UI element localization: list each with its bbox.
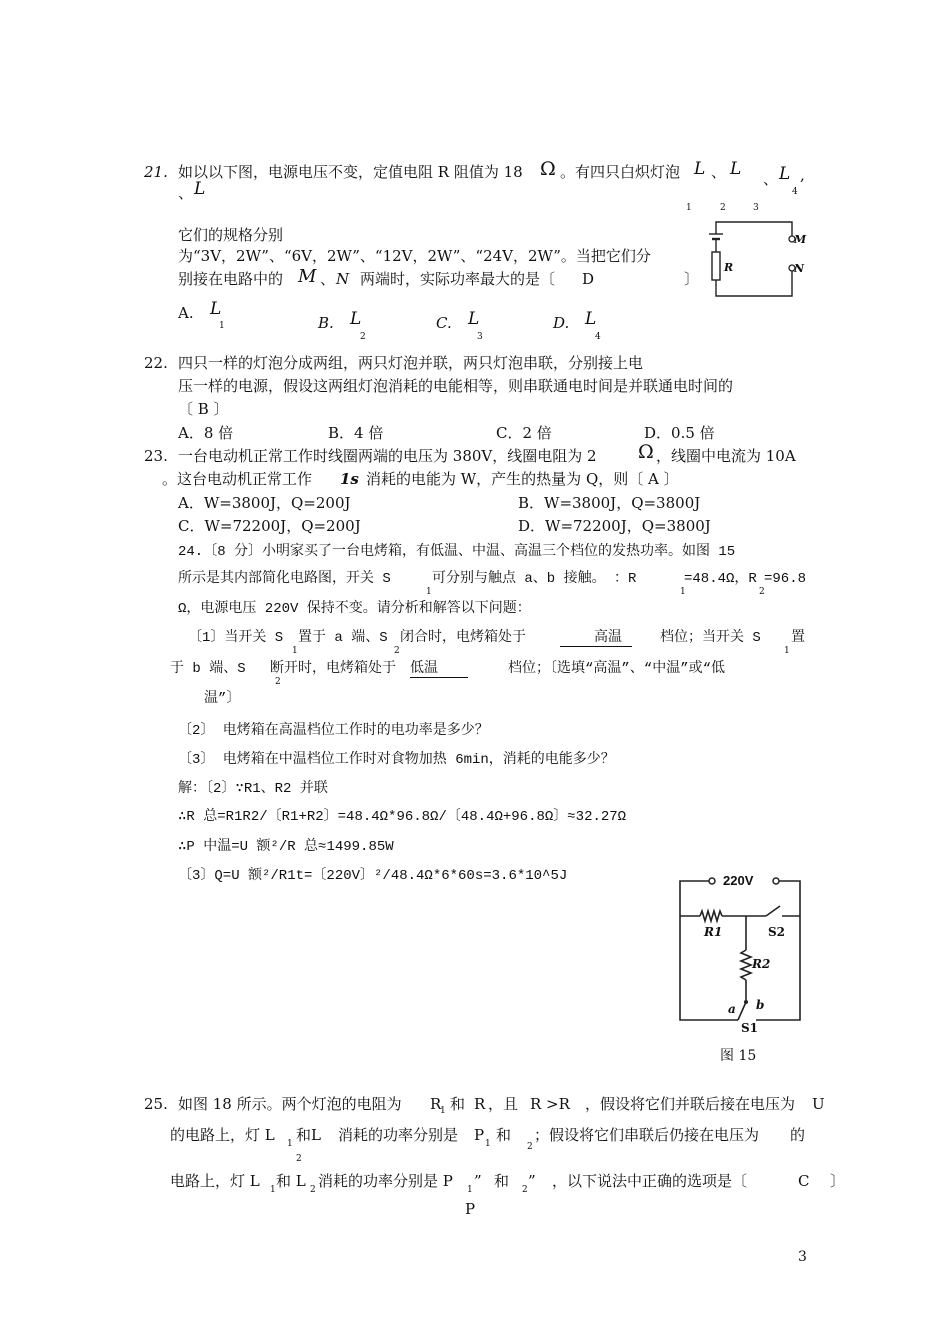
q25-line2e: 和 — [496, 1126, 512, 1144]
subscript-2: 2 — [296, 1154, 302, 1164]
subscript-1: 1 — [467, 1185, 473, 1195]
lamp-L4: L — [779, 164, 791, 184]
separator: 、 — [763, 170, 779, 188]
fig-label-N: N — [794, 262, 805, 275]
subscript-1: 1 — [686, 203, 692, 213]
q21-line4b: 两端时，实际功率最大的是〔 — [360, 270, 556, 288]
q25-line3f: ” — [528, 1172, 536, 1190]
q24-part1d: 档位；当开关 S — [660, 630, 761, 646]
q25-line3a: 电路上，灯 L — [170, 1172, 260, 1190]
subscript-1: 1 — [440, 1106, 446, 1116]
fig15-contact-a: a — [728, 1002, 736, 1016]
option-b-lamp: L — [350, 309, 362, 329]
q24-solution-3: ∴P 中温=U 额²/R 总≈1499.85W — [178, 839, 394, 855]
lamp-L1: L — [694, 159, 706, 179]
fig-label-M: M — [794, 233, 807, 246]
q22-option-d: D．0.5 倍 — [644, 424, 715, 442]
q22-line1: 四只一样的灯泡分成两组，两只灯泡并联，两只灯泡串联，分别接上电 — [178, 354, 644, 372]
q23-option-b: B．W=3800J，Q=3800J — [518, 494, 701, 512]
separator: 、 — [711, 163, 727, 181]
subscript-1: 1 — [680, 587, 686, 597]
q25-line1e: ，且 — [488, 1095, 519, 1113]
q24-part1i: 温”〕 — [204, 691, 241, 707]
q24-line1: 24.〔8 分〕小明家买了一台电烤箱，有低温、中温、高温三个档位的发热功率。如图 15 — [178, 544, 736, 560]
subscript-2: 2 — [394, 646, 400, 656]
q24-part1b: 置于 a 端、S — [298, 630, 388, 646]
fig-label-R: R — [724, 261, 734, 274]
bracket-close: 〕 — [684, 270, 700, 288]
q25-line1a: 如图 18 所示。两个灯泡的电阻为 — [178, 1095, 402, 1113]
q24-part1c: 闭合时，电烤箱处于 — [400, 630, 526, 646]
q25-line2f: ；假设将它们串联后仍接在电压为 — [534, 1126, 760, 1144]
q24-circuit-diagram — [676, 870, 806, 1040]
q23-number: 23. — [144, 447, 168, 465]
q24-part2: 〔2〕 电烤箱在高温档位工作时的电功率是多少？ — [178, 723, 489, 739]
subscript-2: 2 — [720, 203, 726, 213]
q21-line1b: 。有四只白炽灯泡 — [560, 163, 681, 181]
subscript-1: 1 — [287, 1139, 293, 1149]
subscript-2: 2 — [759, 587, 765, 597]
fig15-label-S1: S1 — [741, 1021, 759, 1035]
q25-line2g: 的 — [790, 1126, 806, 1144]
q24-answer-2: 低温 — [410, 662, 468, 678]
q21-line1: 如以以下图，电源电压不变，定值电阻 R 阻值为 18 — [178, 163, 523, 181]
fig15-voltage-label: 220V — [723, 873, 754, 888]
q22-number: 22. — [144, 354, 168, 372]
q25-line4: P — [465, 1200, 476, 1218]
subscript-1: 1 — [219, 321, 225, 331]
q24-part1f: 于 b 端、S — [170, 661, 246, 677]
q24-line2b: 可分别与触点 a、b 接触。 ：R — [432, 571, 637, 587]
subscript-2: 2 — [527, 1142, 533, 1152]
q25-number: 25. — [144, 1095, 168, 1113]
q21-number: 21. — [144, 163, 168, 181]
lamp-L2: L — [730, 159, 742, 179]
separator: 、 — [320, 270, 336, 288]
q24-answer-1: 高温 — [560, 631, 632, 647]
q25-line3d: ” — [474, 1172, 482, 1190]
subscript-1: 1 — [426, 587, 432, 597]
q21-circuit-diagram — [704, 218, 814, 300]
option-a-lamp: L — [210, 299, 222, 319]
subscript-1: 1 — [485, 1139, 491, 1149]
q25-line3g: ，以下说法中正确的选项是〔 — [552, 1172, 748, 1190]
q25-answer: C — [798, 1172, 810, 1190]
subscript-2: 2 — [360, 332, 366, 342]
q23-line1b: ，线圈中电流为 10A — [656, 447, 796, 465]
q24-solution-4: 〔3〕Q=U 额²/R1t=〔220V〕²/48.4Ω*6*60s=3.6*10^5J — [178, 868, 568, 884]
subscript-3: 3 — [753, 203, 759, 213]
q21-option-a: A. — [178, 304, 194, 322]
q24-part1a: 〔1〕当开关 S — [188, 630, 284, 646]
q24-part1g: 断开时，电烤箱处于 — [270, 661, 396, 677]
q25-line1f: R >R — [530, 1095, 570, 1113]
comma: , — [800, 166, 805, 184]
option-c-lamp: L — [468, 309, 480, 329]
q23-option-c: C．W=72200J，Q=200J — [178, 517, 361, 535]
q25-line1h: U — [812, 1095, 825, 1113]
q23-line2c: 消耗的电能为 W，产生的热量为 Q，则〔 A 〕 — [366, 470, 679, 488]
q21-option-d: D. — [553, 314, 570, 332]
fig15-label-R2: R2 — [752, 957, 771, 971]
q24-part3: 〔3〕 电烤箱在中温档位工作时对食物加热 6min，消耗的电能多少？ — [178, 752, 615, 768]
subscript-4: 4 — [792, 187, 798, 197]
q25-line2b: 和L — [296, 1126, 321, 1144]
q25-line2d: P — [474, 1126, 485, 1144]
q25-line1c: 和 — [450, 1095, 466, 1113]
q25-line3c: 消耗的功率分别是 P — [318, 1172, 453, 1190]
q23-option-a: A．W=3800J，Q=200J — [178, 494, 351, 512]
q23-line1: 一台电动机正常工作时线圈两端的电压为 380V，线圈电阻为 2 — [178, 447, 597, 465]
subscript-2: 2 — [310, 1185, 316, 1195]
q22-option-a: A．8 倍 — [178, 424, 234, 442]
q25-line2a: 的电路上，灯 L — [170, 1126, 275, 1144]
q22-line2: 压一样的电源，假设这两组灯泡消耗的电能相等，则串联通电时间是并联通电时间的 — [178, 377, 734, 395]
q24-solution-1: 解：〔2〕∵R1、R2 并联 — [178, 781, 328, 797]
q25-line1b: R — [430, 1095, 442, 1113]
q25-line3b: 和 L — [276, 1172, 306, 1190]
q23-time: 1s — [340, 470, 359, 488]
subscript-3: 3 — [477, 332, 483, 342]
q21-line3: 为“3V，2W”、“6V，2W”、“12V，2W”、“24V，2W”。当把它们分 — [178, 247, 651, 265]
q21-line4a: 别接在电路中的 — [178, 270, 284, 288]
bracket-close: 〕 — [830, 1172, 846, 1190]
omega-symbol: Ω — [540, 158, 556, 180]
subscript-2: 2 — [275, 677, 281, 687]
terminal-N: N — [336, 270, 350, 288]
q21-line2: 它们的规格分别 — [178, 226, 284, 244]
q23-line2a: 。这台电动机正常工作 — [162, 470, 313, 488]
q23-option-d: D．W=72200J，Q=3800J — [518, 517, 711, 535]
q24-line2a: 所示是其内部简化电路图，开关 S — [178, 571, 391, 587]
subscript-2: 2 — [522, 1185, 528, 1195]
q21-answer: D — [582, 270, 595, 288]
q22-line3: 〔 B 〕 — [178, 400, 229, 418]
fig15-caption: 图 15 — [720, 1048, 757, 1064]
q24-line3: Ω，电源电压 220V 保持不变。请分析和解答以下问题： — [178, 601, 531, 617]
q21-option-b: B. — [318, 314, 334, 332]
q25-line1g: ，假设将它们并联后接在电压为 — [585, 1095, 796, 1113]
q22-option-b: B．4 倍 — [328, 424, 384, 442]
subscript-1: 1 — [784, 646, 790, 656]
option-d-lamp: L — [585, 309, 597, 329]
fig15-label-S2: S2 — [768, 925, 786, 939]
separator: 、 — [178, 184, 194, 202]
q24-line2c: =48.4Ω，R — [684, 571, 757, 587]
q22-option-c: C．2 倍 — [496, 424, 552, 442]
page-number: 3 — [798, 1249, 807, 1265]
q24-part1e: 置 — [791, 630, 805, 646]
q25-line1d: R — [474, 1095, 486, 1113]
lamp-L3: L — [194, 179, 206, 199]
q24-line2d: =96.8 — [764, 571, 807, 587]
q24-solution-2: ∴R 总=R1R2/〔R1+R2〕=48.4Ω*96.8Ω/〔48.4Ω+96.8Ω〕≈32.27Ω — [178, 809, 627, 825]
fig15-label-R1: R1 — [704, 925, 723, 939]
subscript-4: 4 — [595, 332, 601, 342]
omega-symbol: Ω — [638, 441, 654, 463]
fig15-contact-b: b — [756, 998, 765, 1012]
q25-line2c: 消耗的功率分别是 — [338, 1126, 459, 1144]
q24-part1h: 档位；〔选填“高温”、“中温”或“低 — [508, 661, 726, 677]
q21-option-c: C. — [436, 314, 452, 332]
subscript-1: 1 — [292, 646, 298, 656]
subscript-1: 1 — [270, 1185, 276, 1195]
terminal-M: M — [298, 266, 317, 287]
q25-line3e: 和 — [494, 1172, 510, 1190]
